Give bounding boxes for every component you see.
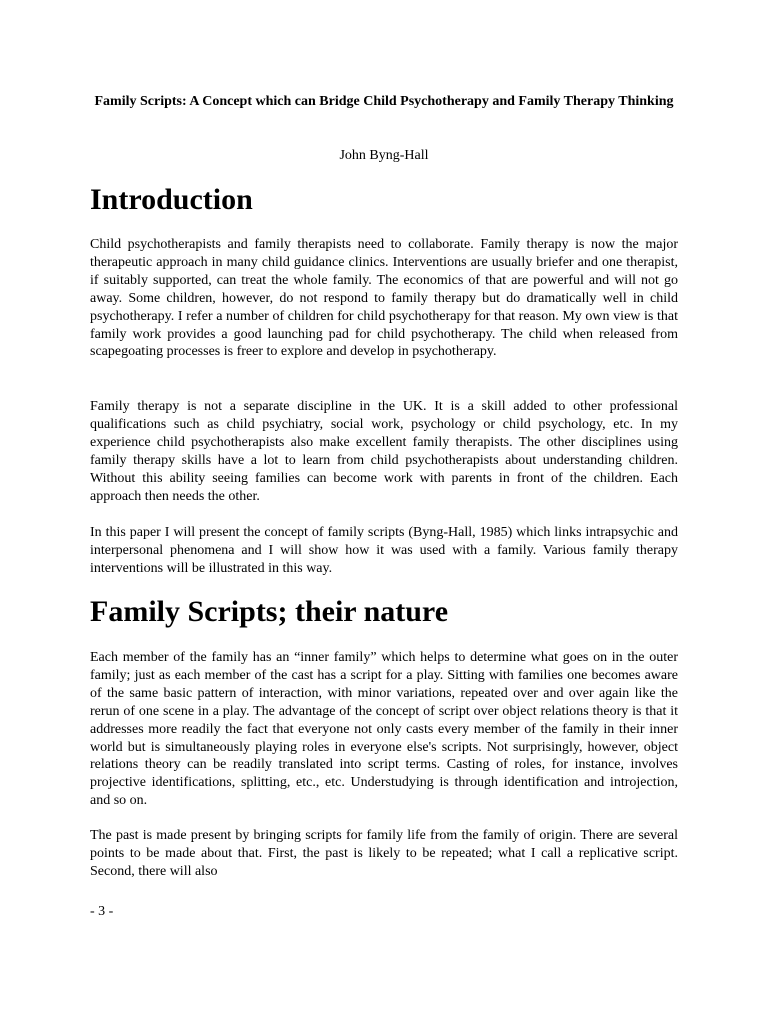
page-number: - 3 - xyxy=(90,904,114,919)
paragraph: Child psychotherapists and family therapists need to collaborate. Family therapy is now the major therapeutic approach in many child guidance clinics. Interventions are usually briefer and one therapist, if suitably supported, can treat the whole family. The economics of that are powerful and will not go away. Some children, however, do not respond to family therapy but do dramatically well in child psychotherapy. I refer a number of children for child psychotherapy for that reason. My own view is that family work provides a good launching pad for child psychotherapy. The child when released from scapegoating processes is freer to explore and develop in psychotherapy. xyxy=(90,237,678,360)
paragraph: In this paper I will present the concept of family scripts (Byng-Hall, 1985) which links intrapsychic and interpersonal phenomena and I will show how it was used with a family. Various family therapy interventions will be illustrated in this way. xyxy=(90,525,678,576)
document-title: Family Scripts: A Concept which can Bridge Child Psychotherapy and Family Therapy Thinking xyxy=(94,94,674,109)
paragraph: The past is made present by bringing scripts for family life from the family of origin. There are several points to be made about that. First, the past is likely to be repeated; what I call a replicative script. Second, there will also xyxy=(90,828,678,879)
paragraph: Family therapy is not a separate discipline in the UK. It is a skill added to other professional qualifications such as child psychiatry, social work, psychology or child psychology, etc. In my experience child psychotherapists also make excellent family therapists. The other disciplines using family therapy skills have a lot to learn from child psychotherapists about understanding children. Without this ability seeing families can become work with parents in front of the children. Each approach then needs the other. xyxy=(90,399,678,504)
paragraph: Each member of the family has an “inner family” which helps to determine what goes on in the outer family; just as each member of the cast has a script for a play. Sitting with families one becomes aware of the same basic pattern of interaction, with minor variations, repeated over and over again like the rerun of one scene in a play. The advantage of the concept of script over object relations theory is that it addresses more readily the fact that everyone not only casts every member of the family in their inner world but is simultaneously playing roles in everyone else's scripts. Not surprisingly, however, object relations theory can be readily translated into script terms. Casting of roles, for instance, involves projective identifications, splitting, etc., etc. Understudying is through identification and introjection, and so on. xyxy=(90,650,678,809)
section-heading-introduction: Introduction xyxy=(90,183,253,216)
document-author: John Byng-Hall xyxy=(339,148,429,163)
section-heading-family-scripts: Family Scripts; their nature xyxy=(90,595,449,628)
